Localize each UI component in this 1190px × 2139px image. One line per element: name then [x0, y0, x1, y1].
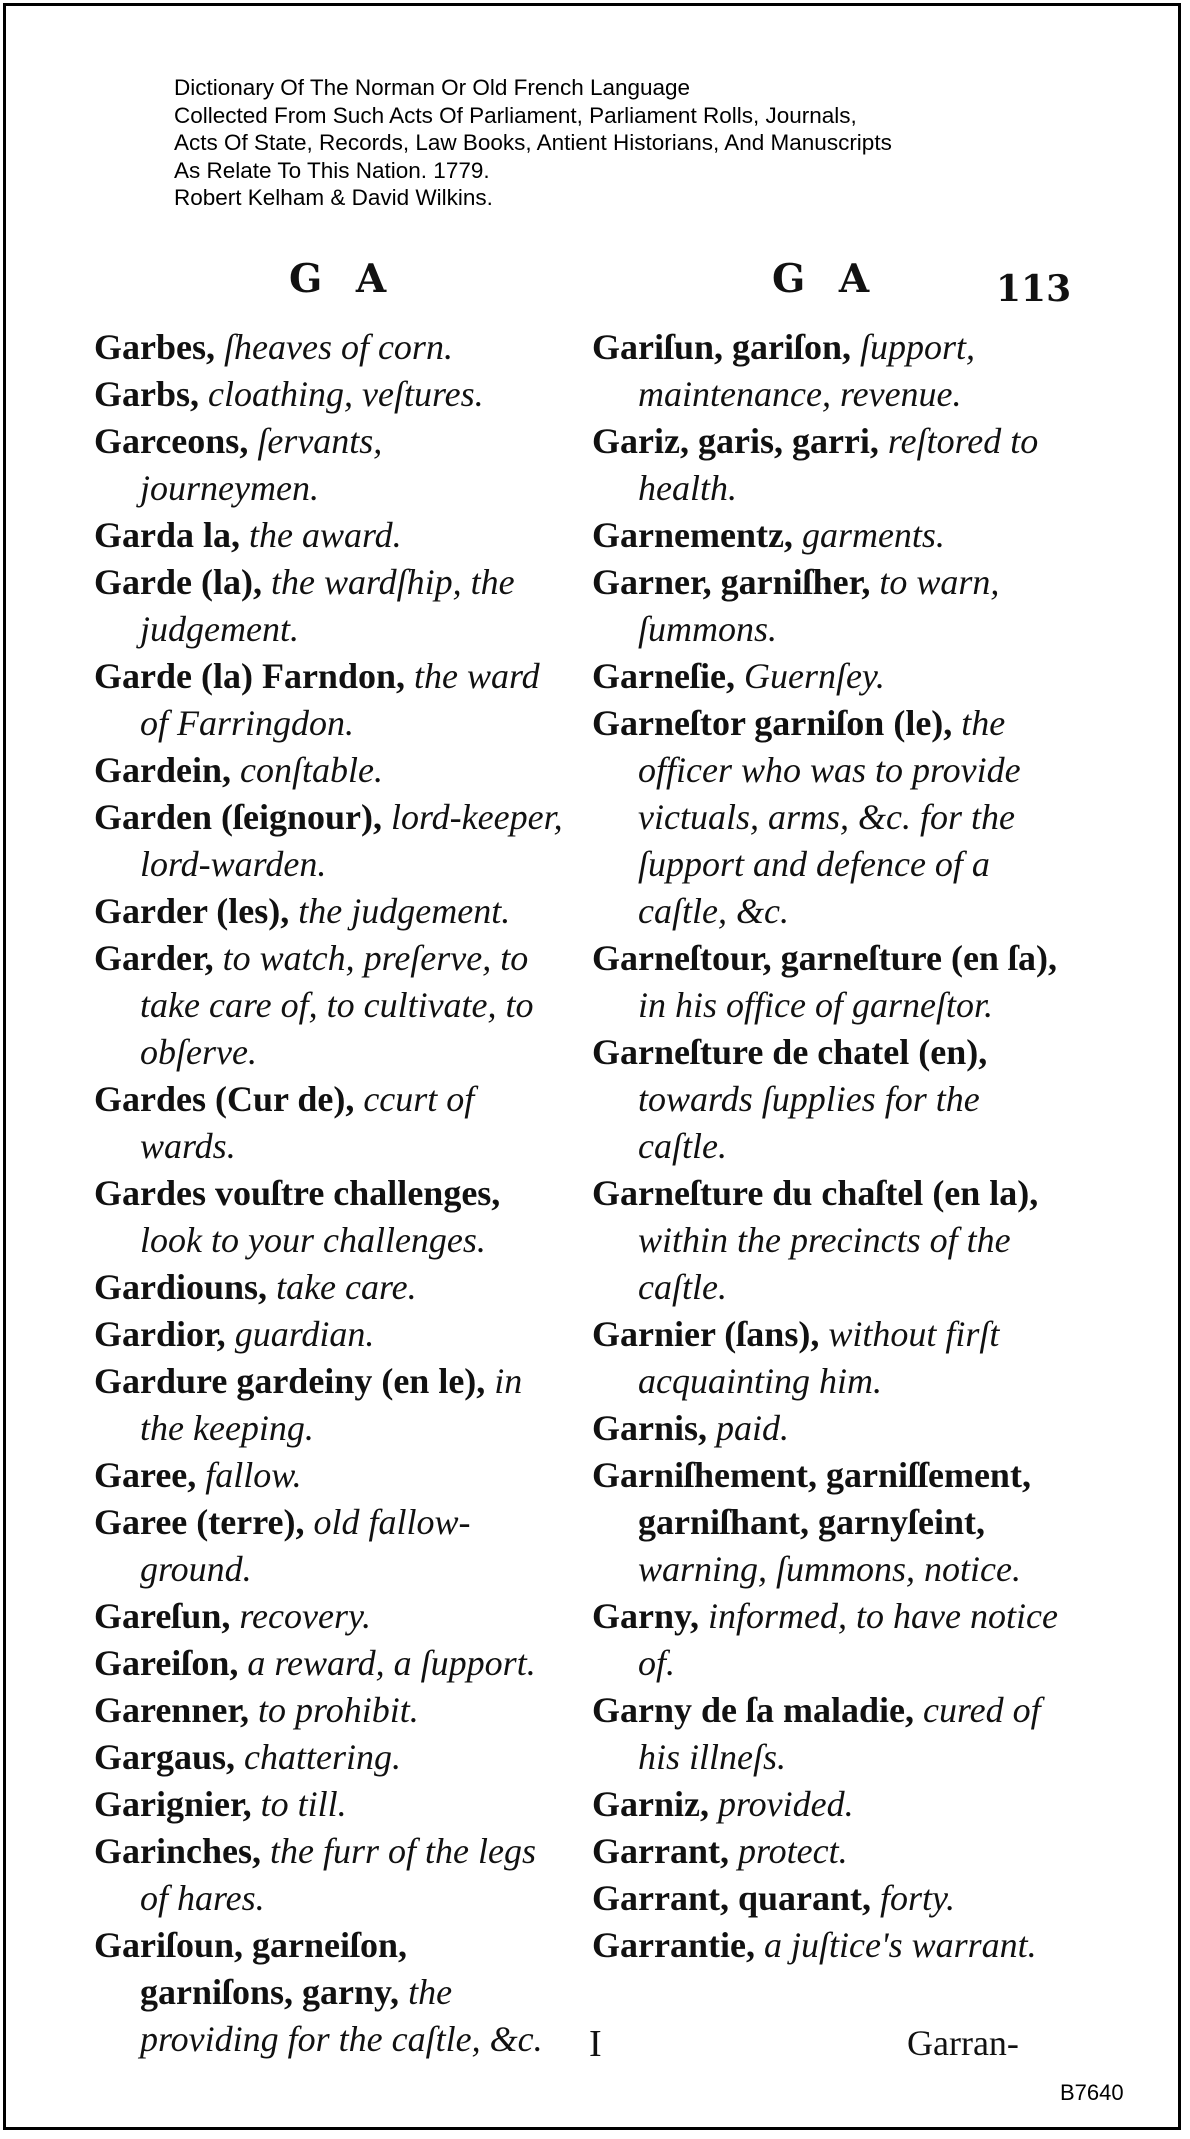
definition: fallow. [196, 1455, 302, 1495]
definition: ccurt of wards. [140, 1079, 475, 1166]
headword: Garner, garniſher, [592, 562, 871, 602]
headword: Gareſun, [94, 1596, 231, 1636]
dictionary-entry [592, 418, 1062, 512]
definition: Guernſey. [734, 656, 885, 696]
definition: take care. [267, 1267, 417, 1307]
definition: ſervants, journeymen. [140, 421, 383, 508]
dictionary-entry [94, 1593, 564, 1640]
dictionary-entry [592, 1875, 1062, 1922]
dictionary-entry [592, 559, 1062, 653]
left-column [94, 324, 564, 2063]
dictionary-entry [94, 1640, 564, 1687]
headword: Gardes vouſtre challenges, [94, 1173, 501, 1213]
headword: Garnementz, [592, 515, 793, 555]
citation-line: Robert Kelham & David Wilkins. [174, 185, 493, 210]
definition: the furr of the legs of hares. [140, 1831, 536, 1918]
headword: Gardiouns, [94, 1267, 268, 1307]
signature-mark: I [589, 2023, 602, 2065]
headword: Garniſhement, garniſſement, garniſhant, garnyſeint, [592, 1455, 1031, 1542]
dictionary-entry [592, 1405, 1062, 1452]
page-number: 113 [996, 268, 1072, 310]
headword: Garny, [592, 1596, 700, 1636]
dictionary-entry [592, 1170, 1062, 1311]
dictionary-entry [592, 1922, 1062, 1969]
library-code: B7640 [1060, 2080, 1124, 2105]
headword: Garrantie, [592, 1925, 755, 1965]
headword: Garceons, [94, 421, 249, 461]
headword: Garnis, [592, 1408, 708, 1448]
dictionary-entry [94, 1828, 564, 1922]
definition: the providing for the caſtle, &c. [140, 1972, 543, 2059]
citation-line: Collected From Such Acts Of Parliament, Parliament Rolls, Journals, [174, 102, 857, 128]
definition: garments. [792, 515, 945, 555]
definition: the officer who was to provide victuals, arms, &c. for the ſupport and defence of a caſtle, &c. [638, 703, 1021, 931]
headword: Garinches, [94, 1831, 261, 1871]
definition: conſtable. [231, 750, 383, 790]
definition: towards ſupplies for the caſtle. [638, 1079, 980, 1166]
definition: the award. [240, 515, 402, 555]
definition: paid. [707, 1408, 790, 1448]
definition: to watch, preſerve, to take care of, to cultivate, to obſerve. [140, 938, 534, 1072]
headword: Garda la, [94, 515, 241, 555]
dictionary-entry [94, 1781, 564, 1828]
dictionary-entry [592, 1311, 1062, 1405]
definition: reſtored to health. [638, 421, 1039, 508]
definition: a juſtice's warrant. [754, 1925, 1037, 1965]
headword: Gardes (Cur de), [94, 1079, 355, 1119]
definition: old fallow-ground. [140, 1502, 471, 1589]
headword: Gariz, garis, garri, [592, 421, 879, 461]
definition: warning, ſummons, notice. [638, 1549, 1021, 1589]
definition: protect. [728, 1831, 848, 1871]
headword: Garbs, [94, 374, 200, 414]
citation-line: As Relate To This Nation. 1779. [174, 157, 490, 183]
dictionary-entry [592, 653, 1062, 700]
headword: Gardior, [94, 1314, 226, 1354]
dictionary-entry [94, 371, 564, 418]
definition: without firſt acquainting him. [638, 1314, 1000, 1401]
definition: in his office of garneſtor. [638, 985, 993, 1025]
dictionary-entry [94, 747, 564, 794]
headword: Garny de ſa maladie, [592, 1690, 914, 1730]
dictionary-entry [94, 1687, 564, 1734]
dictionary-entry [592, 935, 1062, 1029]
definition: to prohibit. [249, 1690, 419, 1730]
headword: Garneſture du chaſtel (en la), [592, 1173, 1039, 1213]
citation-line: Acts Of State, Records, Law Books, Antient Historians, And Manuscripts [174, 130, 892, 155]
headword: Garnier (ſans), [592, 1314, 820, 1354]
definition: guardian. [225, 1314, 375, 1354]
dictionary-entry [94, 1358, 564, 1452]
dictionary-entry [94, 1499, 564, 1593]
dictionary-entry [592, 700, 1062, 935]
dictionary-entry [94, 512, 564, 559]
definition: the judgement. [289, 891, 511, 931]
definition: the wardſhip, the judgement. [140, 562, 515, 649]
headword: Garbes, [94, 327, 215, 367]
dictionary-entry [94, 1452, 564, 1499]
definition: the ward of Farringdon. [140, 656, 540, 743]
headword: Garder (les), [94, 891, 290, 931]
dictionary-entry [94, 794, 564, 888]
definition: look to your challenges. [140, 1220, 486, 1260]
headword: Garde (la), [94, 562, 262, 602]
dictionary-entry [94, 324, 564, 371]
definition: provided. [708, 1784, 854, 1824]
dictionary-entry [94, 653, 564, 747]
dictionary-entry [592, 324, 1062, 418]
book-citation-header [174, 74, 1074, 212]
definition: to till. [251, 1784, 347, 1824]
page-frame [3, 3, 1181, 2130]
definition: forty. [871, 1878, 956, 1918]
headword: Garenner, [94, 1690, 250, 1730]
headword: Gariſun, gariſon, [592, 327, 852, 367]
dictionary-entry [592, 1029, 1062, 1170]
right-column [592, 324, 1062, 1969]
headword: Garee, [94, 1455, 197, 1495]
dictionary-entry [94, 1734, 564, 1781]
headword: Garee (terre), [94, 1502, 305, 1542]
dictionary-entry [592, 1781, 1062, 1828]
headword: Garneſtor garniſon (le), [592, 703, 953, 743]
citation-line: Dictionary Of The Norman Or Old French Language [174, 75, 691, 100]
headword: Gardure gardeiny (en le), [94, 1361, 486, 1401]
definition: cured of his illneſs. [638, 1690, 1041, 1777]
definition: within the precincts of the caſtle. [638, 1220, 1011, 1307]
dictionary-entry [94, 1264, 564, 1311]
dictionary-entry [592, 1828, 1062, 1875]
dictionary-entry [592, 1687, 1062, 1781]
dictionary-entry [94, 1311, 564, 1358]
dictionary-entry [592, 1452, 1062, 1593]
running-head-left: G A [289, 256, 397, 302]
dictionary-entry [94, 1076, 564, 1170]
definition: lord-keeper, lord-warden. [140, 797, 563, 884]
dictionary-entry [94, 559, 564, 653]
definition: cloathing, veſtures. [199, 374, 484, 414]
definition: to warn, ſummons. [638, 562, 1000, 649]
dictionary-entry [94, 418, 564, 512]
dictionary-entry [592, 512, 1062, 559]
headword: Garneſtour, garneſture (en ſa), [592, 938, 1057, 978]
headword: Garrant, [592, 1831, 729, 1871]
headword: Garignier, [94, 1784, 252, 1824]
headword: Gardein, [94, 750, 232, 790]
headword: Gargaus, [94, 1737, 236, 1777]
headword: Garneſie, [592, 656, 735, 696]
definition: in the keeping. [140, 1361, 523, 1448]
headword: Garder, [94, 938, 214, 978]
headword: Garrant, quarant, [592, 1878, 871, 1918]
headword: Garniz, [592, 1784, 709, 1824]
running-head-right: G A [772, 256, 880, 302]
dictionary-entry [94, 935, 564, 1076]
definition: ſheaves of corn. [215, 327, 453, 367]
definition: a reward, a ſupport. [238, 1643, 536, 1683]
dictionary-entry [94, 1170, 564, 1264]
headword: Garden (ſeignour), [94, 797, 382, 837]
catchword: Garran- [907, 2023, 1019, 2063]
dictionary-entry [94, 888, 564, 935]
dictionary-entry [94, 1922, 564, 2063]
headword: Garneſture de chatel (en), [592, 1032, 988, 1072]
headword: Gareiſon, [94, 1643, 239, 1683]
dictionary-entry [592, 1593, 1062, 1687]
definition: informed, to have notice of. [638, 1596, 1058, 1683]
headword: Gariſoun, garneiſon, garniſons, garny, [94, 1925, 408, 2012]
definition: chattering. [235, 1737, 401, 1777]
definition: ſupport, maintenance, revenue. [638, 327, 976, 414]
definition: recovery. [230, 1596, 371, 1636]
headword: Garde (la) Farndon, [94, 656, 405, 696]
